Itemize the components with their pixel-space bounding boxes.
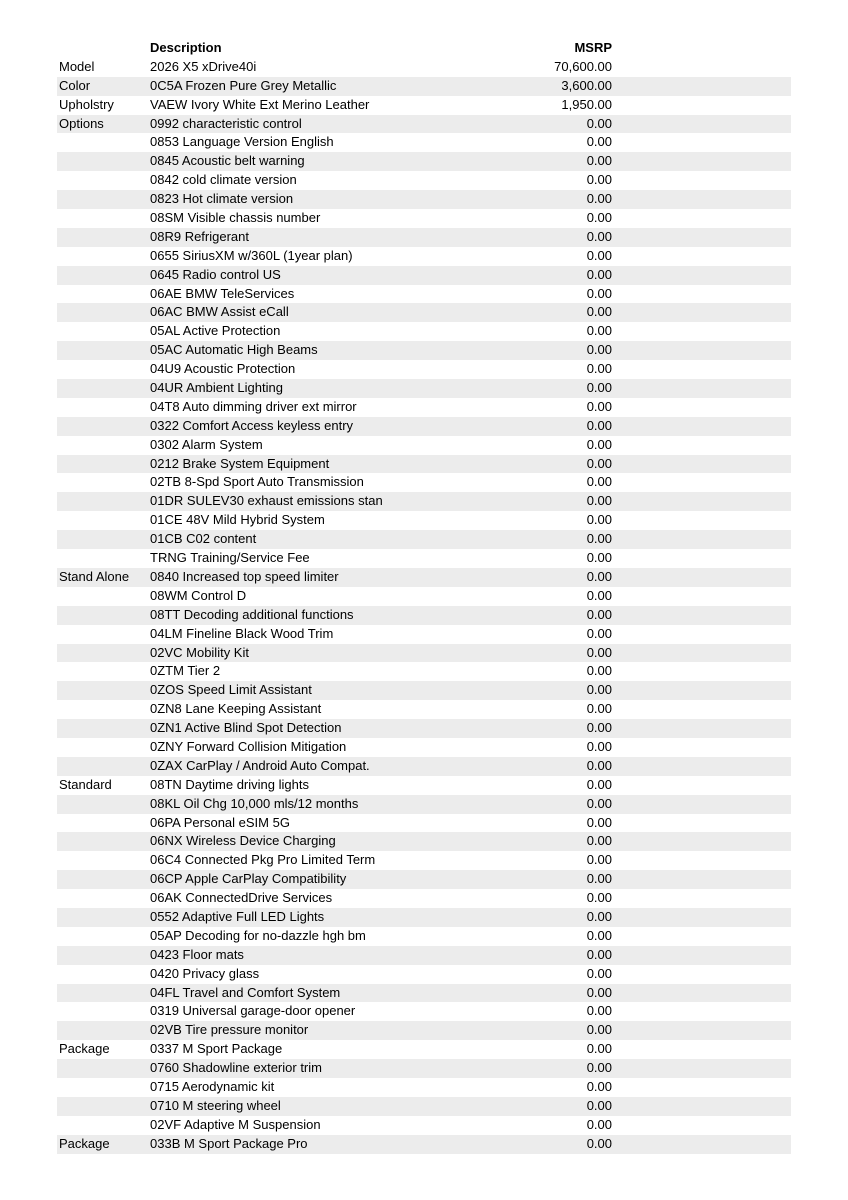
table-row <box>57 757 791 776</box>
msrp-cell: 0.00 <box>586 625 612 641</box>
table-row <box>57 133 791 152</box>
table-row <box>57 360 791 379</box>
msrp-cell: 0.00 <box>586 380 612 396</box>
description-cell: 0992 characteristic control <box>150 115 302 131</box>
table-row <box>57 870 791 889</box>
msrp-cell: 70,600.00 <box>554 58 612 74</box>
msrp-cell: 0.00 <box>586 1116 612 1132</box>
msrp-cell: 0.00 <box>586 568 612 584</box>
table-row <box>57 152 791 171</box>
category-cell: Standard <box>59 776 112 792</box>
msrp-cell: 0.00 <box>586 587 612 603</box>
description-cell: 08TN Daytime driving lights <box>150 776 309 792</box>
table-row <box>57 303 791 322</box>
table-row <box>57 1040 791 1059</box>
msrp-cell: 0.00 <box>586 304 612 320</box>
description-cell: 0853 Language Version English <box>150 134 334 150</box>
description-cell: 06NX Wireless Device Charging <box>150 833 336 849</box>
table-row <box>57 927 791 946</box>
msrp-cell: 0.00 <box>586 436 612 452</box>
description-cell: 08KL Oil Chg 10,000 mls/12 months <box>150 795 359 811</box>
msrp-cell: 0.00 <box>586 833 612 849</box>
description-cell: 0ZN1 Active Blind Spot Detection <box>150 720 342 736</box>
table-row <box>57 341 791 360</box>
msrp-cell: 0.00 <box>586 1060 612 1076</box>
table-row <box>57 228 791 247</box>
table-row <box>57 946 791 965</box>
table-row <box>57 77 791 96</box>
msrp-cell: 0.00 <box>586 398 612 414</box>
msrp-cell: 0.00 <box>586 663 612 679</box>
msrp-cell: 0.00 <box>586 455 612 471</box>
msrp-cell: 0.00 <box>586 550 612 566</box>
msrp-cell: 0.00 <box>586 1097 612 1113</box>
table-row <box>57 700 791 719</box>
description-cell: 0ZTM Tier 2 <box>150 663 221 679</box>
description-cell: 033B M Sport Package Pro <box>150 1135 308 1151</box>
msrp-cell: 0.00 <box>586 682 612 698</box>
table-row <box>57 814 791 833</box>
msrp-cell: 0.00 <box>586 965 612 981</box>
msrp-cell: 0.00 <box>586 417 612 433</box>
description-cell: 06AE BMW TeleServices <box>150 285 295 301</box>
description-cell: 0C5A Frozen Pure Grey Metallic <box>150 77 337 93</box>
description-header-cell: Description <box>150 40 222 55</box>
table-row <box>57 209 791 228</box>
description-cell: 04UR Ambient Lighting <box>150 380 283 396</box>
msrp-cell: 0.00 <box>586 191 612 207</box>
description-cell: 0ZN8 Lane Keeping Assistant <box>150 701 322 717</box>
table-header-row <box>57 39 791 58</box>
table-row <box>57 455 791 474</box>
table-row <box>57 851 791 870</box>
description-cell: 01CB C02 content <box>150 531 257 547</box>
table-row <box>57 1078 791 1097</box>
table-row <box>57 1116 791 1135</box>
description-cell: 04T8 Auto dimming driver ext mirror <box>150 398 357 414</box>
table-row <box>57 58 791 77</box>
msrp-cell: 0.00 <box>586 342 612 358</box>
description-cell: 0319 Universal garage-door opener <box>150 1003 356 1019</box>
category-cell: Stand Alone <box>59 568 130 584</box>
description-cell: 04FL Travel and Comfort System <box>150 984 341 1000</box>
description-cell: 01DR SULEV30 exhaust emissions stan <box>150 493 383 509</box>
table-row <box>57 492 791 511</box>
description-cell: 0423 Floor mats <box>150 946 244 962</box>
description-cell: 05AL Active Protection <box>150 323 281 339</box>
table-row <box>57 417 791 436</box>
msrp-cell: 0.00 <box>586 1135 612 1151</box>
table-row <box>57 644 791 663</box>
table-row <box>57 1097 791 1116</box>
table-row <box>57 379 791 398</box>
description-cell: 2026 X5 xDrive40i <box>150 58 257 74</box>
table-row <box>57 266 791 285</box>
description-cell: 0ZOS Speed Limit Assistant <box>150 682 312 698</box>
table-row <box>57 171 791 190</box>
msrp-cell: 0.00 <box>586 606 612 622</box>
table-row <box>57 549 791 568</box>
msrp-cell: 0.00 <box>586 701 612 717</box>
description-cell: 0645 Radio control US <box>150 266 281 282</box>
msrp-cell: 0.00 <box>586 814 612 830</box>
msrp-cell: 0.00 <box>586 493 612 509</box>
description-cell: 0337 M Sport Package <box>150 1041 283 1057</box>
description-cell: 08R9 Refrigerant <box>150 228 249 244</box>
table-row <box>57 776 791 795</box>
description-cell: 0715 Aerodynamic kit <box>150 1078 275 1094</box>
description-cell: 02VF Adaptive M Suspension <box>150 1116 321 1132</box>
description-cell: 06PA Personal eSIM 5G <box>150 814 290 830</box>
msrp-cell: 0.00 <box>586 720 612 736</box>
description-cell: 0ZAX CarPlay / Android Auto Compat. <box>150 757 370 773</box>
msrp-cell: 0.00 <box>586 1041 612 1057</box>
description-cell: 08SM Visible chassis number <box>150 210 321 226</box>
description-cell: 01CE 48V Mild Hybrid System <box>150 512 325 528</box>
description-cell: 06AK ConnectedDrive Services <box>150 890 333 906</box>
table-row <box>57 719 791 738</box>
category-cell: Upholstry <box>59 96 114 112</box>
msrp-cell: 0.00 <box>586 927 612 943</box>
table-row <box>57 1135 791 1154</box>
description-cell: 0655 SiriusXM w/360L (1year plan) <box>150 247 353 263</box>
msrp-cell: 0.00 <box>586 228 612 244</box>
table-row <box>57 795 791 814</box>
table-row <box>57 436 791 455</box>
description-cell: 02VB Tire pressure monitor <box>150 1022 309 1038</box>
table-row <box>57 965 791 984</box>
category-cell: Package <box>59 1041 110 1057</box>
msrp-cell: 0.00 <box>586 908 612 924</box>
category-cell: Options <box>59 115 104 131</box>
msrp-cell: 0.00 <box>586 1003 612 1019</box>
description-cell: 0710 M steering wheel <box>150 1097 281 1113</box>
category-cell: Color <box>59 77 91 93</box>
description-cell: 0420 Privacy glass <box>150 965 260 981</box>
msrp-cell: 0.00 <box>586 852 612 868</box>
category-cell: Model <box>59 58 95 74</box>
table-row <box>57 322 791 341</box>
msrp-cell: 0.00 <box>586 795 612 811</box>
description-cell: 08WM Control D <box>150 587 247 603</box>
description-cell: 0552 Adaptive Full LED Lights <box>150 908 325 924</box>
description-cell: 06CP Apple CarPlay Compatibility <box>150 871 347 887</box>
description-cell: TRNG Training/Service Fee <box>150 550 310 566</box>
table-row <box>57 473 791 492</box>
table-row <box>57 96 791 115</box>
table-row <box>57 908 791 927</box>
description-cell: 06AC BMW Assist eCall <box>150 304 289 320</box>
table-row <box>57 1059 791 1078</box>
table-row <box>57 681 791 700</box>
msrp-cell: 0.00 <box>586 210 612 226</box>
pricing-table <box>57 39 791 1154</box>
category-cell: Package <box>59 1135 110 1151</box>
table-row <box>57 738 791 757</box>
table-row <box>57 190 791 209</box>
description-cell: 0760 Shadowline exterior trim <box>150 1060 322 1076</box>
description-cell: 0322 Comfort Access keyless entry <box>150 417 354 433</box>
table-row <box>57 247 791 266</box>
table-row <box>57 115 791 134</box>
table-row <box>57 606 791 625</box>
description-cell: 05AP Decoding for no-dazzle hgh bm <box>150 927 366 943</box>
table-row <box>57 398 791 417</box>
table-row <box>57 587 791 606</box>
description-cell: 0840 Increased top speed limiter <box>150 568 339 584</box>
description-cell: 0302 Alarm System <box>150 436 263 452</box>
description-cell: 0842 cold climate version <box>150 172 297 188</box>
msrp-cell: 0.00 <box>586 153 612 169</box>
msrp-cell: 0.00 <box>586 644 612 660</box>
msrp-cell: 0.00 <box>586 1078 612 1094</box>
table-row <box>57 511 791 530</box>
msrp-header-cell: MSRP <box>574 40 612 55</box>
description-cell: 06C4 Connected Pkg Pro Limited Term <box>150 852 376 868</box>
msrp-cell: 0.00 <box>586 115 612 131</box>
description-cell: 04LM Fineline Black Wood Trim <box>150 625 334 641</box>
table-body <box>57 58 791 1154</box>
msrp-cell: 0.00 <box>586 474 612 490</box>
table-row <box>57 832 791 851</box>
description-cell: 05AC Automatic High Beams <box>150 342 318 358</box>
table-row <box>57 662 791 681</box>
msrp-cell: 3,600.00 <box>561 77 612 93</box>
table-row <box>57 285 791 304</box>
description-cell: 0212 Brake System Equipment <box>150 455 330 471</box>
msrp-cell: 0.00 <box>586 738 612 754</box>
msrp-cell: 0.00 <box>586 531 612 547</box>
msrp-cell: 0.00 <box>586 134 612 150</box>
msrp-cell: 0.00 <box>586 247 612 263</box>
description-cell: 02VC Mobility Kit <box>150 644 249 660</box>
msrp-cell: 0.00 <box>586 871 612 887</box>
description-cell: 0845 Acoustic belt warning <box>150 153 305 169</box>
description-cell: 0823 Hot climate version <box>150 191 294 207</box>
description-cell: 02TB 8-Spd Sport Auto Transmission <box>150 474 364 490</box>
msrp-cell: 0.00 <box>586 512 612 528</box>
msrp-cell: 0.00 <box>586 323 612 339</box>
description-cell: 08TT Decoding additional functions <box>150 606 354 622</box>
table-row <box>57 984 791 1003</box>
msrp-cell: 0.00 <box>586 757 612 773</box>
msrp-cell: 0.00 <box>586 890 612 906</box>
msrp-cell: 0.00 <box>586 1022 612 1038</box>
description-cell: 0ZNY Forward Collision Mitigation <box>150 738 347 754</box>
msrp-cell: 0.00 <box>586 285 612 301</box>
msrp-cell: 1,950.00 <box>561 96 612 112</box>
table-row <box>57 1002 791 1021</box>
description-cell: VAEW Ivory White Ext Merino Leather <box>150 96 370 112</box>
table-row <box>57 1021 791 1040</box>
msrp-cell: 0.00 <box>586 946 612 962</box>
msrp-cell: 0.00 <box>586 361 612 377</box>
description-cell: 04U9 Acoustic Protection <box>150 361 296 377</box>
msrp-cell: 0.00 <box>586 776 612 792</box>
table-row <box>57 568 791 587</box>
table-row <box>57 625 791 644</box>
table-row <box>57 889 791 908</box>
table-row <box>57 530 791 549</box>
msrp-cell: 0.00 <box>586 266 612 282</box>
msrp-cell: 0.00 <box>586 172 612 188</box>
msrp-cell: 0.00 <box>586 984 612 1000</box>
